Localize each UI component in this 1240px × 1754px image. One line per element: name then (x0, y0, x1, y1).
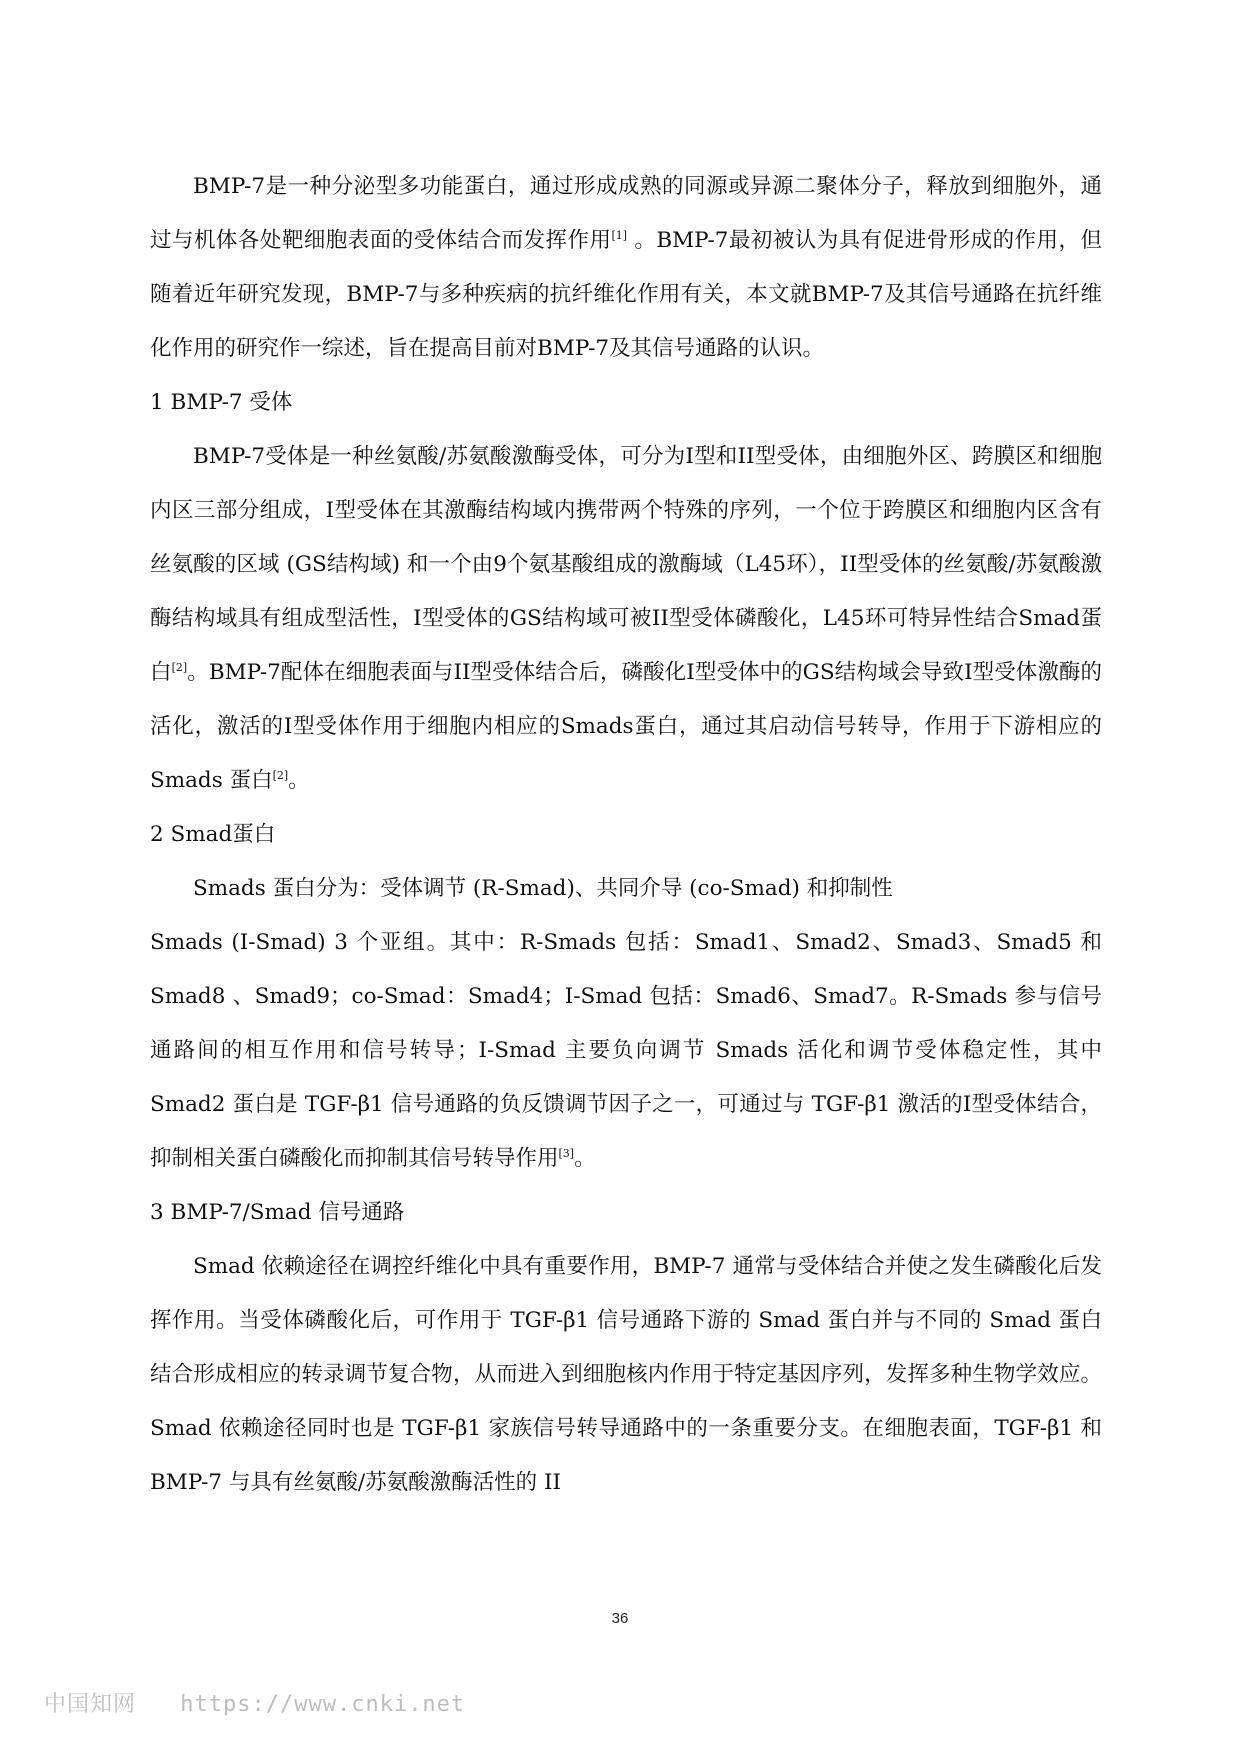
text-run: BMP-7是一种分泌型多功能蛋白，通过形成成熟的同源或异源二聚体分子，释放到细胞外，通过与机体各处靶细胞表面的受体结合而发挥作用 (150, 174, 1102, 253)
text-run: 。BMP-7配体在细胞表面与II型受体结合后，磷酸化I型受体中的GS结构域会导致I型受体激酶的活化，激活的I型受体作用于细胞内相应的Smads蛋白，通过其启动信号转导，作用于下游相应的Smads 蛋白 (150, 660, 1102, 793)
body-paragraph (150, 160, 1102, 376)
section-heading (150, 1186, 1102, 1240)
section-heading (150, 808, 1102, 862)
text-run: 。 (288, 768, 310, 793)
text-run: 1 BMP-7 受体 (150, 390, 293, 415)
text-run: Smads (I-Smad) 3 个亚组。其中：R-Smads 包括：Smad1、Smad2、Smad3、Smad5 和 Smad8 、Smad9；co-Smad：Smad4；I-Smad 包括：Smad6、Smad7。R-Smads 参与信号通路间的相互作用和信号转导；I-Smad 主要负向调节 Smads 活化和调节受体稳定性，其中 Smad2 蛋白是 TGF-β1 信号通路的负反馈调节因子之一，可通过与 TGF-β1 激活的Ⅰ型受体结合，抑制相关蛋白磷酸化而抑制其信号转导作用 (150, 930, 1102, 1171)
text-run: Smad 依赖途径在调控纤维化中具有重要作用，BMP-7 通常与受体结合并使之发生磷酸化后发挥作用。当受体磷酸化后，可作用于 TGF-β1 信号通路下游的 Smad 蛋白并与不同的 Smad 蛋白结合形成相应的转录调节复合物，从而进入到细胞核内作用于特定基因序列，发挥多种生物学效应。Smad 依赖途径同时也是 TGF-β1 家族信号转导通路中的一条重要分支。在细胞表面，TGF-β1 和 BMP-7 与具有丝氨酸/苏氨酸激酶活性的 II (150, 1254, 1102, 1495)
body-paragraph (150, 862, 1102, 916)
document-body (150, 160, 1102, 1510)
text-run: 3 BMP-7/Smad 信号通路 (150, 1200, 405, 1225)
citation-ref: [2] (171, 660, 188, 674)
body-paragraph (150, 430, 1102, 808)
text-run: 。 (574, 1146, 596, 1171)
citation-ref: [2] (272, 768, 289, 782)
citation-ref: [1] (611, 228, 628, 242)
section-heading (150, 376, 1102, 430)
text-run: 2 Smad蛋白 (150, 822, 276, 847)
text-run: Smads 蛋白分为：受体调节 (R-Smad)、共同介导 (co-Smad) 和抑制性 (193, 876, 893, 901)
text-run: BMP-7受体是一种丝氨酸/苏氨酸激酶受体，可分为I型和II型受体，由细胞外区、跨膜区和细胞内区三部分组成，I型受体在其激酶结构域内携带两个特殊的序列，一个位于跨膜区和细胞内区含有丝氨酸的区域 (GS结构域) 和一个由9个氨基酸组成的激酶域（L45环），II型受体的丝氨酸/苏氨酸激酶结构域具有组成型活性，I型受体的GS结构域可被II型受体磷酸化，L45环可特异性结合Smad蛋白 (150, 444, 1102, 685)
watermark-url: https://www.cnki.net (180, 1692, 466, 1717)
body-paragraph (150, 1240, 1102, 1510)
body-paragraph (150, 916, 1102, 1186)
page-number: 36 (611, 1610, 629, 1627)
citation-ref: [3] (558, 1146, 575, 1160)
watermark (44, 1687, 465, 1718)
text-run: 。BMP-7最初被认为具有促进骨形成的作用，但随着近年研究发现，BMP-7与多种疾病的抗纤维化作用有关，本文就BMP-7及其信号通路在抗纤维化作用的研究作一综述，旨在提高目前对BMP-7及其信号通路的认识。 (150, 228, 1102, 361)
watermark-brand: 中国知网 (44, 1692, 137, 1717)
